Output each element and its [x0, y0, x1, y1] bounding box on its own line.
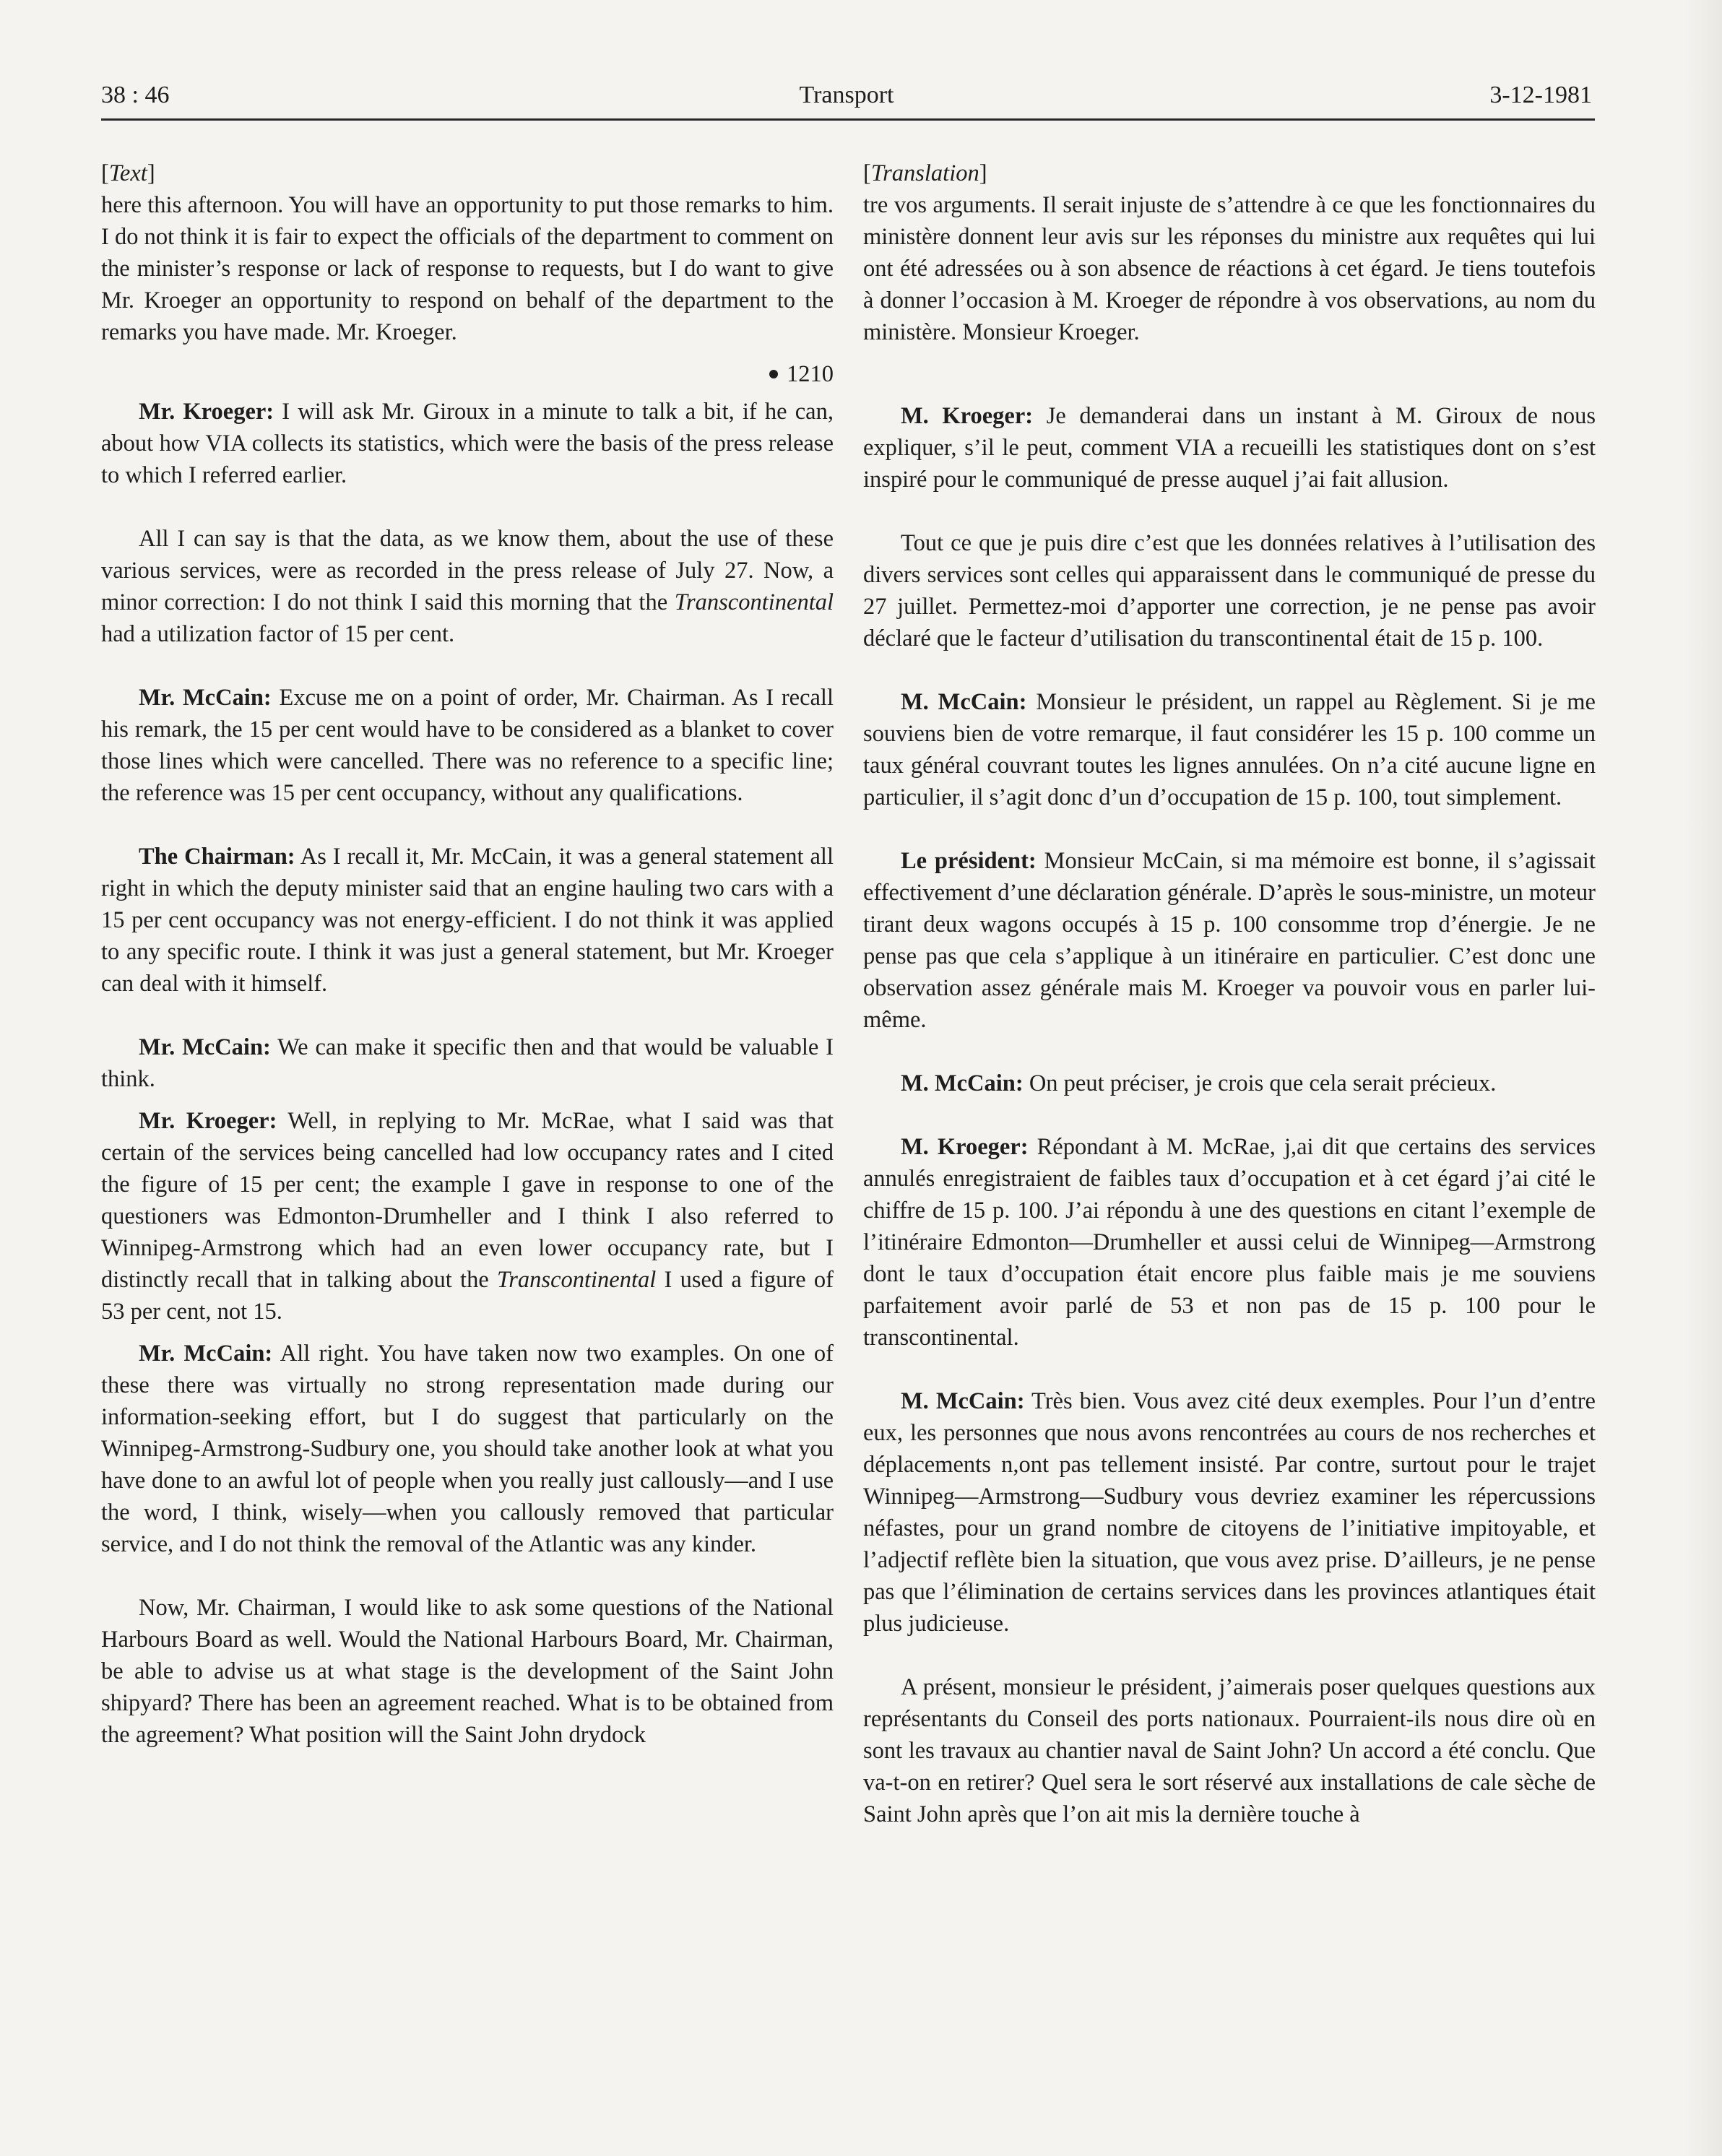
english-column — [101, 157, 834, 1783]
paragraph: Mr. Kroeger: Well, in replying to Mr. McRae, what I said was that certain of the services being cancelled had low occupancy rates and I cited the figure of 15 per cent; the example I gave in response to one of the questioners was Edmonton-Drumheller and I think I also referred to Winnipeg-Armstrong which had an even lower occupancy rate, but I distinctly recall that in talking about the Transcontinental I used a figure of 53 per cent, not 15. — [101, 1108, 834, 1325]
bullet-icon — [769, 370, 778, 378]
speaker-name: M. McCain: — [901, 1388, 1025, 1414]
speaker-name: M. Kroeger: — [901, 403, 1034, 429]
paragraph: Mr. McCain: Excuse me on a point of order, Mr. Chairman. As I recall his remark, the 15 per cent would have to be considered as a blanket to cover those lines which were cancelled. There was no reference to a specific line; the reference was 15 per cent occupancy, without any qualifications. — [101, 685, 834, 806]
speaker-name: M. Kroeger: — [901, 1134, 1029, 1160]
speaker-name: Mr. Kroeger: — [139, 1108, 277, 1134]
header-rule — [101, 118, 1595, 121]
page-date: 3-12-1981 — [1489, 82, 1592, 108]
page-number: 38 : 46 — [101, 82, 170, 108]
paragraph: Mr. McCain: All right. You have taken now two examples. On one of these there was virtually no strong representation made during our information-seeking effort, but I do suggest that particularly on the Winnipeg-Armstrong-Sudbury one, you should take another look at what you have done to an awful lot of people when you really just callously—and I use the word, I think, wisely—when you callously removed that particular service, and I do not think the removal of the Atlantic was any kinder. — [101, 1341, 834, 1557]
paragraph: Mr. McCain: We can make it specific then and that would be valuable I think. — [101, 1034, 834, 1092]
language-tag-text: [Text] — [101, 160, 155, 186]
paragraph: All I can say is that the data, as we know them, about the use of these various services, were as recorded in the press release of July 27. Now, a minor correction: I do not think I said this morning that the Transcontinental had a utilization factor of 15 per cent. — [101, 526, 834, 647]
page-edge-shadow — [1684, 0, 1722, 2156]
language-tag-translation: [Translation] — [863, 160, 987, 186]
paragraph: M. McCain: Monsieur le président, un rappel au Règlement. Si je me souviens bien de votre remarque, il faut considérer les 15 p. 100 comme un taux général couvrant toutes les lignes annulées. On n’a cité aucune ligne en particulier, il s’agit donc d’un d’occupation de 15 p. 100, tout simplement. — [863, 689, 1596, 810]
paragraph: Tout ce que je puis dire c’est que les données relatives à l’utilisation des divers services sont celles qui apparaissent dans le communiqué de presse du 27 juillet. Permettez-moi d’apporter une correction, je ne pense pas avoir déclaré que le facteur d’utilisation du transcontinental était de 15 p. 100. — [863, 530, 1596, 651]
speaker-name: Mr. McCain: — [139, 1034, 271, 1060]
paragraph: M. McCain: Très bien. Vous avez cité deux exemples. Pour l’un d’entre eux, les personnes que nous avons rencontrées au cours de nos recherches et déplacements n,ont pas tellement insisté. Par contre, surtout pour le trajet Winnipeg—Armstrong—Sudbury vous devriez examiner les répercussions néfastes, pour un grand nombre de citoyens de l’initiative impitoyable, et l’adjectif reflète bien la situation, que vous avez prise. D’ailleurs, je ne pense pas que l’élimination de certains services dans les provinces atlantiques était plus judicieuse. — [863, 1388, 1596, 1637]
speaker-name: Mr. Kroeger: — [139, 399, 274, 425]
paragraph: M. Kroeger: Répondant à M. McRae, j,ai dit que certains des services annulés enregistraient de faibles taux d’occupation et à cet égard j’ai cité le chiffre de 15 p. 100. J’ai répondu à une des questions en citant l’exemple de l’itinéraire Edmonton—Drumheller et aussi celui de Winnipeg—Armstrong dont le taux d’occupation était encore plus faible mais je me souviens parfaitement avoir parlé de 53 et non pas de 15 p. 100 pour le transcontinental. — [863, 1134, 1596, 1351]
running-title: Transport — [799, 82, 894, 108]
paragraph: Now, Mr. Chairman, I would like to ask some questions of the National Harbours Board as well. Would the National Harbours Board, Mr. Chairman, be able to advise us at what stage is the development of the Saint John shipyard? There has been an agreement reached. What is to be obtained from the agreement? What position will the Saint John drydock — [101, 1595, 834, 1748]
opening-paragraph: tre vos arguments. Il serait injuste de s’attendre à ce que les fonctionnaires du ministère donnent leur avis sur les réponses du ministre aux requêtes qui lui ont été adressées ou à son absence de réactions à cet égard. Je tiens toutefois à donner l’occasion à M. Kroeger de répondre à vos observations, au nom du ministère. Monsieur Kroeger. — [863, 192, 1596, 345]
paragraph: Mr. Kroeger: I will ask Mr. Giroux in a minute to talk a bit, if he can, about how VIA collects its statistics, which were the basis of the press release to which I referred earlier. — [101, 399, 834, 488]
paragraph: A présent, monsieur le président, j’aimerais poser quelques questions aux représentants du Conseil des ports nationaux. Pourraient-ils nous dire où en sont les travaux au chantier naval de Saint John? Un accord a été conclu. Que va-t-on en retirer? Quel sera le sort réservé aux installations de cale sèche de Saint John après que l’on ait mis la dernière touche à — [863, 1674, 1596, 1827]
paragraph: M. Kroeger: Je demanderai dans un instant à M. Giroux de nous expliquer, s’il le peut, comment VIA a recueilli les statistiques dont on s’est inspiré pour le communiqué de presse auquel j’ai fait allusion. — [863, 403, 1596, 493]
french-column — [863, 157, 1596, 1862]
page-header — [101, 81, 1592, 121]
spacer — [863, 358, 1596, 400]
speaker-name: Mr. McCain: — [139, 1341, 273, 1367]
opening-paragraph: here this afternoon. You will have an opportunity to put those remarks to him. I do not think it is fair to expect the officials of the department to comment on the minister’s response or lack of response to requests, but I do want to give Mr. Kroeger an opportunity to respond on behalf of the department to the remarks you have made. Mr. Kroeger. — [101, 192, 834, 345]
time-marker: 1210 — [101, 358, 834, 390]
speaker-name: M. McCain: — [901, 689, 1027, 715]
speaker-name: M. McCain: — [901, 1070, 1024, 1096]
paragraph: The Chairman: As I recall it, Mr. McCain, it was a general statement all right in which the deputy minister said that an engine hauling two cars with a 15 per cent occupancy was not energy-efficient. I do not think it was applied to any specific route. I think it was just a general statement, but Mr. Kroeger can deal with it himself. — [101, 844, 834, 997]
speaker-name: Le président: — [901, 848, 1037, 874]
paragraph: Le président: Monsieur McCain, si ma mémoire est bonne, il s’agissait effectivement d’une déclaration générale. D’après le sous-ministre, un moteur tirant deux wagons occupés à 15 p. 100 consomme trop d’énergie. Je ne pense pas que cela s’applique à un itinéraire en particulier. C’est donc une observation assez générale mais M. Kroeger va pouvoir vous en parler lui-même. — [863, 848, 1596, 1033]
speaker-name: Mr. McCain: — [139, 685, 272, 711]
paragraph: M. McCain: On peut préciser, je crois que cela serait précieux. — [901, 1070, 1497, 1096]
speaker-name: The Chairman: — [139, 844, 295, 870]
